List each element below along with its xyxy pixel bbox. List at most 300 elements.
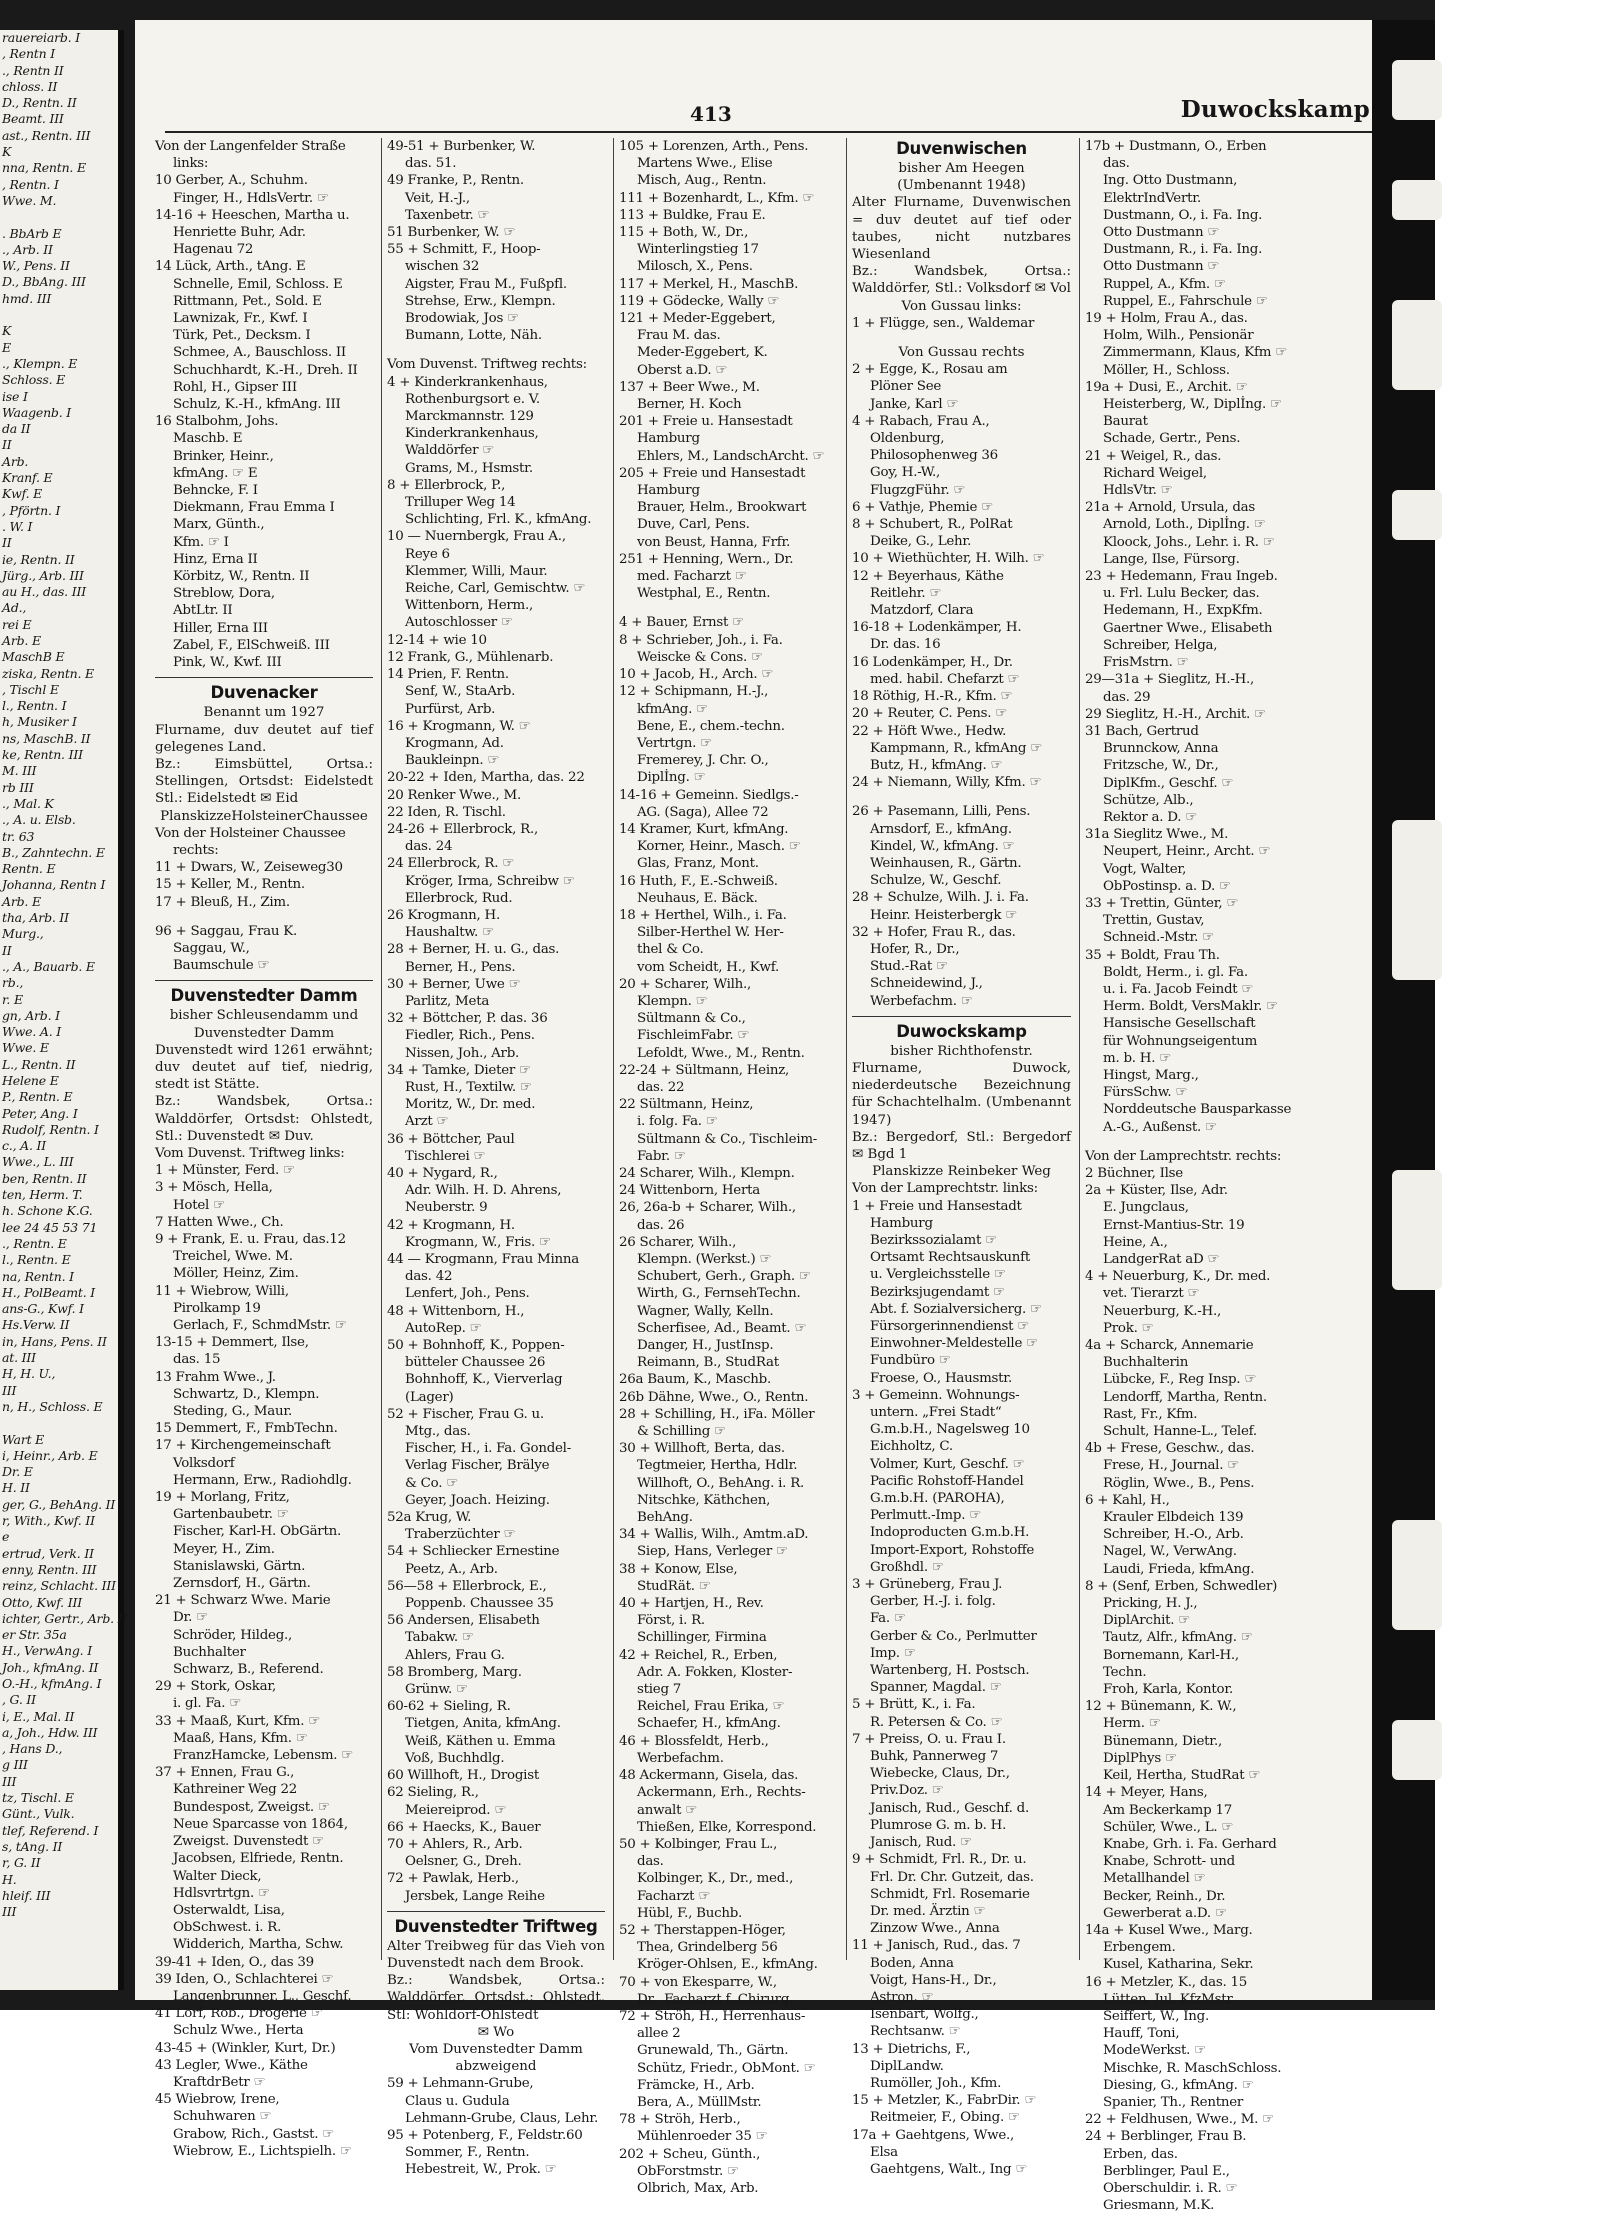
- resident-line: Schulze, W., Geschf.: [870, 873, 1002, 889]
- resident-line: Walter Dieck,: [173, 1868, 262, 1884]
- resident-line: FürsSchw. ☞: [1103, 1085, 1188, 1101]
- resident-line: Aigster, Frau M., Fußpfl.: [405, 276, 567, 292]
- street-note: Bz.: Wandsbek, Ortsa.: Walddörfer, Stl.: Volksdorf ✉ Vol: [852, 264, 1071, 297]
- resident-line: Strehse, Erw., Klempn.: [405, 293, 556, 309]
- left-page-line: ie, Rentn. II: [2, 551, 75, 567]
- street-subtitle: Vom Duvenstedter Damm: [409, 2041, 583, 2057]
- street-note: Duvenstedt wird 1261 erwähnt; duv deutet auf tief, niedrig, stedt ist Stätte.: [155, 1042, 373, 1093]
- house-entry: 59 + Lehmann-Grube,: [387, 2076, 534, 2092]
- resident-line: Dr., Facharzt f. Chirurg.: [637, 1991, 794, 2007]
- resident-line: Fiedler, Rich., Pens.: [405, 1028, 535, 1044]
- street-note: Flurname, duv deutet auf tief gelegenes Land.: [155, 722, 373, 755]
- house-entry: 22 + Höft Wwe., Hedw.: [852, 723, 1007, 739]
- left-page-line: lee 24 45 53 71: [2, 1219, 98, 1235]
- street-subtitle: Duvenstedter Damm: [193, 1025, 335, 1041]
- left-page-line: , Tischl E: [2, 681, 59, 697]
- left-page-line: ke, Rentn. III: [2, 747, 83, 763]
- house-entry: 17a + Gaehtgens, Wwe.,: [852, 2127, 1015, 2143]
- resident-line: Lehmann-Grube, Claus, Lehr.: [405, 2110, 599, 2126]
- house-entry: 202 + Scheu, Günth.,: [619, 2146, 761, 2162]
- street-subtitle: abzweigend: [455, 2059, 537, 2075]
- resident-line: Wartenberg, H. Postsch.: [870, 1663, 1030, 1679]
- resident-line: Kfm. ☞ I: [173, 534, 229, 550]
- house-entry: 15 + Metzler, K., FabrDir. ☞: [852, 2093, 1037, 2109]
- resident-line: Hamburg: [637, 483, 700, 499]
- resident-line: Heine, A.,: [1103, 1234, 1168, 1250]
- house-entry: 33 + Trettin, Günter, ☞: [1085, 895, 1239, 911]
- left-page-line: Schloss. E: [2, 372, 66, 388]
- resident-line: Laudi, Frieda, kfmAng.: [1103, 1561, 1255, 1577]
- left-page-line: r. E: [2, 991, 23, 1007]
- resident-line: Elsa: [870, 2144, 898, 2160]
- house-entry: 24-26 + Ellerbrock, R.,: [387, 821, 539, 837]
- section-rule: [155, 677, 373, 678]
- house-entry: 111 + Bozenhardt, L., Kfm. ☞: [619, 190, 815, 206]
- resident-line: Lübcke, F., Reg Insp. ☞: [1103, 1372, 1257, 1388]
- house-entry: 22 Sültmann, Heinz,: [619, 1097, 754, 1113]
- resident-line: Perlmutt.-Imp. ☞: [870, 1508, 981, 1524]
- resident-line: Grams, M., Hsmstr.: [405, 460, 533, 476]
- resident-line: u. i. Fa. Jacob Feindt ☞: [1103, 981, 1254, 997]
- resident-line: Diekmann, Frau Emma I: [173, 500, 335, 516]
- resident-line: Boden, Anna: [870, 1955, 954, 1971]
- resident-line: Kusel, Katharina, Sekr.: [1103, 1957, 1254, 1973]
- left-page-line: i, E., Mal. II: [2, 1708, 75, 1724]
- resident-line: Astron. ☞: [870, 1989, 934, 2005]
- resident-line: Reye 6: [405, 546, 450, 562]
- resident-line: Fischer, H., i. Fa. Gondel-: [405, 1441, 571, 1457]
- left-page-line: P., Rentn. E: [2, 1089, 73, 1105]
- resident-line: Arnsdorf, E., kfmAng.: [870, 821, 1012, 837]
- house-entry: 52 + Therstappen-Höger,: [619, 1922, 786, 1938]
- house-entry: 41 Lorf, Rob., Drogerie ☞: [155, 2006, 323, 2022]
- house-entry: 14 Prien, F. Rentn.: [387, 667, 509, 683]
- resident-line: Schröder, Hildeg.,: [173, 1627, 293, 1643]
- left-page-line: Hs.Verw. II: [2, 1317, 70, 1333]
- house-entry: 24 Ellerbrock, R. ☞: [387, 856, 514, 872]
- resident-line: Brauer, Helm., Brookwart: [637, 500, 807, 516]
- resident-line: Rust, H., Textilw. ☞: [405, 1079, 532, 1095]
- house-entry: 19 + Holm, Frau A., das.: [1085, 311, 1248, 327]
- house-entry: 29 + Stork, Oskar,: [155, 1679, 277, 1695]
- resident-line: Pricking, H. J.,: [1103, 1596, 1198, 1612]
- resident-line: vom Scheidt, H., Kwf.: [637, 959, 779, 975]
- house-entry: 8 + (Senf, Erben, Schwedler): [1085, 1578, 1278, 1594]
- resident-line: Martens Wwe., Elise: [637, 156, 773, 172]
- resident-line: Abt. f. Sozialversicherg. ☞: [870, 1301, 1042, 1317]
- resident-line: Rast, Fr., Kfm.: [1103, 1406, 1198, 1422]
- left-page-line: er Str. 35a: [2, 1627, 67, 1643]
- house-entry: 30 + Willhoft, Berta, das.: [619, 1441, 785, 1457]
- resident-line: Eichholtz, C.: [870, 1439, 953, 1455]
- resident-line: Schmidt, Frl. Rosemarie: [870, 1886, 1030, 1902]
- street-note: Bz.: Wandsbek, Ortsa.: Walddörfer, Ortsdst: Ohlstedt, Stl.: Duvenstedt ✉ Duv.: [155, 1094, 373, 1144]
- resident-line: Tautz, Alfr., kfmAng. ☞: [1103, 1630, 1253, 1646]
- left-page-line: ., Klempn. E: [2, 355, 78, 371]
- left-page-line: , G. II: [2, 1692, 36, 1708]
- resident-line: allee 2: [637, 2026, 681, 2042]
- resident-line: Traberzüchter ☞: [405, 1527, 516, 1543]
- house-entry: 78 + Ströh, Herb.,: [619, 2112, 741, 2128]
- spacer: [619, 602, 838, 614]
- house-entry: 17 + Bleuß, H., Zim.: [155, 894, 290, 910]
- direction-line: Von der Holsteiner Chaussee: [155, 825, 346, 841]
- resident-line: Herm. Boldt, VersMaklr. ☞: [1103, 999, 1278, 1015]
- house-entry: 113 + Buldke, Frau E.: [619, 207, 766, 223]
- left-page-line: tr. 63: [2, 828, 35, 844]
- resident-line: Rothenburgsort e. V.: [405, 391, 540, 407]
- house-entry: 22 + Feldhusen, Wwe., M. ☞: [1085, 2112, 1274, 2128]
- street-note: Flurname, Duwock, niederdeutsche Bezeichnung für Schachtelhalm. (Umbenannt 1947): [852, 1060, 1071, 1128]
- house-entry: 13 + Dietrichs, F.,: [852, 2041, 971, 2057]
- resident-line: Schnelle, Emil, Schloss. E: [173, 276, 343, 292]
- house-entry: 11 + Janisch, Rud., das. 7: [852, 1938, 1021, 1954]
- resident-line: Bundespost, Zweigst. ☞: [173, 1799, 330, 1815]
- house-entry: 21 + Schwarz Wwe. Marie: [155, 1593, 331, 1609]
- resident-line: Hübl, F., Buchb.: [637, 1905, 743, 1921]
- house-entry: 8 + Schubert, R., PolRat: [852, 517, 1013, 533]
- resident-line: Krogmann, Ad.: [405, 735, 504, 751]
- left-page-line: r, G. II: [2, 1855, 41, 1871]
- house-entry: 12 Frank, G., Mühlenarb.: [387, 649, 554, 665]
- resident-line: Becker, Reinh., Dr.: [1103, 1888, 1226, 1904]
- house-entry: 1 + Freie und Hansestadt: [852, 1198, 1022, 1214]
- house-entry: 16 + Krogmann, W. ☞: [387, 718, 531, 734]
- house-entry: 28 + Schulze, Wilh. J. i. Fa.: [852, 890, 1029, 906]
- house-entry: 18 Röthig, H.-R., Kfm. ☞: [852, 689, 1013, 705]
- left-page-line: hmd. III: [2, 290, 52, 306]
- left-page-line: ziska, Rentn. E: [2, 665, 94, 681]
- direction-line: Von der Langenfelder Straße: [155, 139, 346, 154]
- resident-line: Seiffert, W., Ing.: [1103, 2008, 1209, 2024]
- resident-line: Geyer, Joach. Heizing.: [405, 1492, 550, 1508]
- house-entry: 2 + Egge, K., Rosau am: [852, 362, 1008, 378]
- resident-line: Autoschlosser ☞: [405, 615, 513, 631]
- resident-line: Behncke, F. I: [173, 483, 258, 499]
- resident-line: Neuerburg, K.-H.,: [1103, 1303, 1221, 1319]
- house-entry: 137 + Beer Wwe., M.: [619, 379, 760, 395]
- left-page-line: Kwf. E: [2, 486, 43, 502]
- house-entry: 70 + Ahlers, R., Arb.: [387, 1836, 523, 1852]
- resident-line: Adr. Wilh. H. D. Ahrens,: [405, 1183, 562, 1199]
- resident-line: Isenbart, Wolfg.,: [870, 2007, 979, 2023]
- resident-line: Gartenbaubetr. ☞: [173, 1507, 289, 1523]
- resident-line: Verlag Fischer, Brälye: [405, 1458, 550, 1474]
- left-page-line: III: [2, 1773, 17, 1789]
- resident-line: med. habil. Chefarzt ☞: [870, 671, 1020, 687]
- resident-line: Meyer, H., Zim.: [173, 1541, 275, 1557]
- resident-line: Sültmann & Co.,: [637, 1011, 746, 1027]
- resident-line: Kampmann, R., kfmAng ☞: [870, 740, 1042, 756]
- left-page-line: Kranf. E: [2, 470, 53, 486]
- resident-line: Fürsorgerinnendienst ☞: [870, 1319, 1030, 1334]
- resident-line: Schubert, Gerh., Graph. ☞: [637, 1269, 811, 1285]
- resident-line: Trilluper Weg 14: [405, 495, 516, 511]
- resident-line: links:: [173, 156, 209, 172]
- column-divider: [613, 138, 614, 1960]
- resident-line: Hinz, Erna II: [173, 551, 258, 567]
- resident-line: Gerber & Co., Perlmutter: [870, 1628, 1037, 1644]
- house-entry: 17b + Dustmann, O., Erben: [1085, 139, 1267, 154]
- house-entry: 42 + Krogmann, H.: [387, 1217, 515, 1233]
- resident-line: Lange, Ilse, Fürsorg.: [1103, 551, 1240, 567]
- resident-line: Brodowiak, Jos ☞: [405, 311, 519, 327]
- house-entry: 72 + Pawlak, Herb.,: [387, 1871, 519, 1887]
- resident-line: DiplLandw.: [870, 2058, 944, 2074]
- resident-line: Schüler, Wwe., L. ☞: [1103, 1819, 1234, 1835]
- left-page-line: rb III: [2, 779, 34, 795]
- resident-line: das.: [1103, 156, 1130, 172]
- house-entry: 105 + Lorenzen, Arth., Pens.: [619, 139, 809, 154]
- resident-line: Streblow, Dora,: [173, 586, 275, 602]
- resident-line: Diplİng. ☞: [637, 770, 706, 786]
- left-page-line: H., PolBeamt. I: [2, 1284, 96, 1300]
- left-page-line: [0, 307, 118, 323]
- resident-line: ModeWerkst. ☞: [1103, 2043, 1206, 2059]
- resident-line: Lendorff, Martha, Rentn.: [1103, 1389, 1267, 1405]
- left-page-line: Arb.: [2, 453, 29, 469]
- left-page-line: ns, MaschB. II: [2, 730, 91, 746]
- street-title: Duvenstedter Damm: [170, 986, 358, 1006]
- resident-line: Berner, H. Koch: [637, 397, 742, 413]
- resident-line: Dr. med. Ärztin ☞: [870, 1903, 986, 1919]
- spacer: [387, 344, 605, 356]
- resident-line: Grunewald, Th., Gärtn.: [637, 2043, 789, 2059]
- house-entry: 35 + Boldt, Frau Th.: [1085, 947, 1220, 963]
- resident-line: Stanislawski, Gärtn.: [173, 1558, 306, 1574]
- resident-line: Schneidewind, J.,: [870, 976, 983, 992]
- left-page-line: II: [2, 437, 12, 453]
- house-entry: 4a + Scharck, Annemarie: [1085, 1338, 1254, 1354]
- resident-line: Bumann, Lotte, Näh.: [405, 328, 542, 344]
- resident-line: Vogt, Walter,: [1103, 861, 1187, 877]
- resident-line: Baurat: [1103, 414, 1148, 430]
- resident-line: Rohl, H., Gipser III: [173, 379, 297, 395]
- resident-line: das. 29: [1103, 689, 1151, 705]
- resident-line: Frau M. das.: [637, 328, 721, 344]
- house-entry: 48 Ackermann, Gisela, das.: [619, 1768, 799, 1784]
- resident-line: Bezirksjugendamt ☞: [870, 1284, 1005, 1300]
- house-entry: 15 Demmert, F., FmbTechn.: [155, 1421, 338, 1437]
- spacer: [155, 911, 373, 923]
- house-entry: 72 + Ströh, H., Herrenhaus-: [619, 2008, 806, 2024]
- direction-line: Von der Lamprechtstr. rechts:: [1085, 1148, 1282, 1164]
- resident-line: Widderich, Martha, Schw.: [173, 1937, 344, 1953]
- resident-line: Knabe, Schrott- und: [1103, 1854, 1235, 1870]
- resident-line: Thea, Grindelberg 56: [637, 1940, 778, 1956]
- house-entry: 31a Sieglitz Wwe., M.: [1085, 827, 1229, 843]
- resident-line: Scherfisee, Ad., Beamt. ☞: [637, 1320, 807, 1336]
- resident-line: Großhdl. ☞: [870, 1559, 944, 1575]
- street-subtitle: ✉ Wo: [477, 2024, 515, 2040]
- resident-line: Claus u. Gudula: [405, 2093, 510, 2109]
- resident-line: Röglin, Wwe., B., Pens.: [1103, 1475, 1255, 1491]
- resident-line: Tabakw. ☞: [405, 1630, 474, 1646]
- resident-line: Zweigst. Duvenstedt ☞: [173, 1834, 324, 1850]
- house-entry: 28 + Schilling, H., iFa. Möller: [619, 1406, 815, 1422]
- resident-line: Metallhandel ☞: [1103, 1871, 1206, 1887]
- house-entry: 9 + Schmidt, Frl. R., Dr. u.: [852, 1852, 1027, 1868]
- house-entry: 9 + Frank, E. u. Frau, das.12: [155, 1231, 346, 1247]
- edge-fragment: [1392, 1170, 1442, 1290]
- house-entry: 16 Lodenkämper, H., Dr.: [852, 654, 1013, 670]
- resident-line: Winterlingstieg 17: [637, 242, 759, 258]
- house-entry: 119 + Gödecke, Wally ☞: [619, 293, 780, 309]
- resident-line: Prok. ☞: [1103, 1320, 1154, 1336]
- left-page-line: Ad.,: [2, 600, 27, 616]
- resident-line: u. Frl. Lulu Becker, das.: [1103, 586, 1260, 602]
- street-title: Duvenstedter Triftweg: [394, 1916, 598, 1936]
- resident-line: das. 42: [405, 1269, 453, 1285]
- house-entry: 36 + Böttcher, Paul: [387, 1131, 515, 1147]
- resident-line: Diesing, G., kfmAng. ☞: [1103, 2077, 1254, 2093]
- resident-line: Kindel, W., kfmAng. ☞: [870, 838, 1015, 854]
- resident-line: Frese, H., Journal. ☞: [1103, 1458, 1239, 1474]
- resident-line: Rechtsanw. ☞: [870, 2024, 961, 2040]
- resident-line: Bohnhoff, K., Vierverlag: [405, 1372, 563, 1388]
- resident-line: Boldt, Herm., i. gl. Fa.: [1103, 964, 1248, 980]
- resident-line: BehAng.: [637, 1510, 693, 1526]
- left-page-line: B., Zahntechn. E: [2, 844, 105, 860]
- resident-line: wischen 32: [405, 259, 480, 275]
- house-entry: 34 + Wallis, Wilh., Amtm.aD.: [619, 1527, 809, 1543]
- resident-line: Janke, Karl ☞: [870, 396, 959, 412]
- street-subtitle: bisher Am Heegen: [898, 161, 1025, 176]
- resident-line: rechts:: [173, 842, 219, 858]
- resident-line: FischleimFabr. ☞: [637, 1028, 750, 1044]
- left-page-line: , Hans D.,: [2, 1741, 63, 1757]
- resident-line: Lefoldt, Wwe., M., Rentn.: [637, 1045, 805, 1061]
- house-entry: 24 Wittenborn, Herta: [619, 1183, 760, 1199]
- house-entry: 3 + Grüneberg, Frau J.: [852, 1577, 1003, 1593]
- left-page-line: H.: [2, 1871, 17, 1887]
- spacer: [852, 332, 1071, 344]
- resident-line: Goy, H.-W.,: [870, 465, 940, 481]
- house-entry: 96 + Saggau, Frau K.: [155, 923, 298, 939]
- resident-line: Ruppel, E., Fahrschule ☞: [1103, 293, 1268, 309]
- left-page-line: nna, Rentn. E: [2, 160, 86, 176]
- resident-line: Brunnckow, Anna: [1103, 741, 1219, 757]
- resident-line: Peetz, A., Arb.: [405, 1561, 498, 1577]
- resident-line: Siep, Hans, Verleger ☞: [637, 1544, 788, 1560]
- resident-line: Marx, Günth.,: [173, 517, 265, 533]
- resident-line: Oberschuldir. i. R. ☞: [1103, 2180, 1238, 2196]
- house-entry: 30 + Berner, Uwe ☞: [387, 976, 521, 992]
- house-entry: 62 Sieling, R.,: [387, 1785, 479, 1801]
- resident-line: Werbefachm.: [637, 1750, 724, 1766]
- resident-line: KraftdrBetr ☞: [173, 2074, 266, 2090]
- resident-line: Främcke, H., Arb.: [637, 2077, 755, 2093]
- resident-line: Schreiber, H.-O., Arb.: [1103, 1527, 1244, 1543]
- resident-line: FranzHamcke, Lebensm. ☞: [173, 1748, 354, 1764]
- column-2: [387, 138, 605, 2178]
- resident-line: E. Jungclaus,: [1103, 1200, 1189, 1216]
- resident-line: Klempn. ☞: [637, 993, 708, 1009]
- resident-line: m. b. H. ☞: [1103, 1050, 1171, 1066]
- left-page-line: ., A., Bauarb. E: [2, 958, 95, 974]
- left-page-line: Wwe., L. III: [2, 1154, 74, 1170]
- resident-line: Adr. A. Fokken, Kloster-: [637, 1664, 793, 1680]
- resident-line: Bene, E., chem.-techn.: [637, 718, 785, 734]
- resident-line: Bünemann, Dietr.,: [1103, 1733, 1222, 1749]
- resident-line: Hofer, R., Dr.,: [870, 941, 960, 957]
- resident-line: Buhk, Pannerweg 7: [870, 1749, 999, 1765]
- running-head: Duwockskamp: [1180, 96, 1370, 123]
- street-subtitle: PlanskizzeHolsteinerChaussee: [160, 808, 368, 824]
- resident-line: Neuberstr. 9: [405, 1200, 488, 1216]
- resident-line: Lütten, Jul, KfzMstr: [1103, 1991, 1233, 2007]
- resident-line: DiplKfm., Geschf. ☞: [1103, 775, 1234, 791]
- house-entry: 24 Scharer, Wilh., Klempn.: [619, 1165, 795, 1181]
- resident-line: Weinhausen, R., Gärtn.: [870, 855, 1022, 871]
- resident-line: Ehlers, M., LandschArcht. ☞: [637, 448, 825, 464]
- house-entry: 60-62 + Sieling, R.: [387, 1699, 511, 1715]
- resident-line: bütteler Chaussee 26: [405, 1355, 546, 1371]
- house-entry: 70 + von Ekesparre, W.,: [619, 1974, 777, 1990]
- resident-line: Maaß, Hans, Kfm. ☞: [173, 1730, 308, 1746]
- left-page-line: rei E: [2, 616, 32, 632]
- resident-line: kfmAng. ☞ E: [173, 465, 258, 481]
- resident-line: Dr. das. 16: [870, 637, 941, 653]
- house-entry: 4 + Neuerburg, K., Dr. med.: [1085, 1269, 1271, 1285]
- left-page-line: gn, Arb. I: [2, 1007, 60, 1023]
- left-page-line: ans-G., Kwf. I: [2, 1301, 84, 1317]
- resident-line: das.: [637, 1854, 664, 1870]
- resident-line: Voigt, Hans-H., Dr.,: [870, 1972, 997, 1988]
- left-page-line: . W. I: [2, 518, 33, 534]
- resident-line: Imp. ☞: [870, 1645, 916, 1661]
- edge-fragment: [1392, 60, 1442, 120]
- resident-line: Hermann, Erw., Radiohdlg.: [173, 1472, 352, 1488]
- resident-line: Parlitz, Meta: [405, 993, 490, 1009]
- left-page-line: Wart E: [2, 1431, 45, 1447]
- resident-line: Senf, W., StaArb.: [405, 684, 516, 700]
- resident-line: Pacific Rohstoff-Handel: [870, 1473, 1024, 1489]
- resident-line: Hiller, Erna III: [173, 620, 268, 636]
- left-page-line: na, Rentn. I: [2, 1268, 74, 1284]
- resident-line: untern. „Frei Stadt“: [870, 1405, 1002, 1421]
- resident-line: Volksdorf: [173, 1455, 235, 1471]
- house-entry: 56 Andersen, Elisabeth: [387, 1613, 540, 1629]
- house-entry: 8 + Schrieber, Joh., i. Fa.: [619, 632, 783, 648]
- columns: [155, 138, 1380, 2214]
- resident-line: ElektrIndVertr.: [1103, 190, 1201, 206]
- resident-line: AutoRep. ☞: [405, 1320, 482, 1336]
- resident-line: Janisch, Rud., Geschf. d.: [870, 1800, 1030, 1816]
- resident-line: Hingst, Marg.,: [1103, 1067, 1199, 1083]
- resident-line: Kröger, Irma, Schreibw ☞: [405, 873, 575, 889]
- resident-line: Werbefachm. ☞: [870, 993, 973, 1009]
- edge-fragment: [1392, 820, 1442, 980]
- section-rule: [387, 1911, 605, 1912]
- resident-line: AbtLtr. II: [173, 603, 233, 619]
- resident-line: FrisMstrn. ☞: [1103, 655, 1189, 671]
- street-title: Duwockskamp: [896, 1021, 1027, 1041]
- resident-line: Reiche, Carl, Gemischtw. ☞: [405, 581, 586, 597]
- house-entry: 2 Büchner, Ilse: [1085, 1165, 1183, 1181]
- resident-line: Baukleinpn. ☞: [405, 753, 500, 769]
- left-page-line: c., A. II: [2, 1138, 46, 1154]
- left-page-line: Beamt. III: [2, 111, 64, 127]
- house-entry: 14-16 + Heeschen, Martha u.: [155, 207, 350, 223]
- left-page-line: l., Rentn. I: [2, 698, 67, 714]
- house-entry: 33 + Maaß, Kurt, Kfm. ☞: [155, 1713, 320, 1729]
- resident-line: Westphal, E., Rentn.: [637, 586, 771, 602]
- resident-line: Steding, G., Maur.: [173, 1404, 293, 1420]
- resident-line: Indoproducten G.m.b.H.: [870, 1525, 1030, 1541]
- house-entry: 29 Sieglitz, H.-H., Archit. ☞: [1085, 706, 1266, 722]
- resident-line: Veit, H.-J.,: [405, 190, 470, 206]
